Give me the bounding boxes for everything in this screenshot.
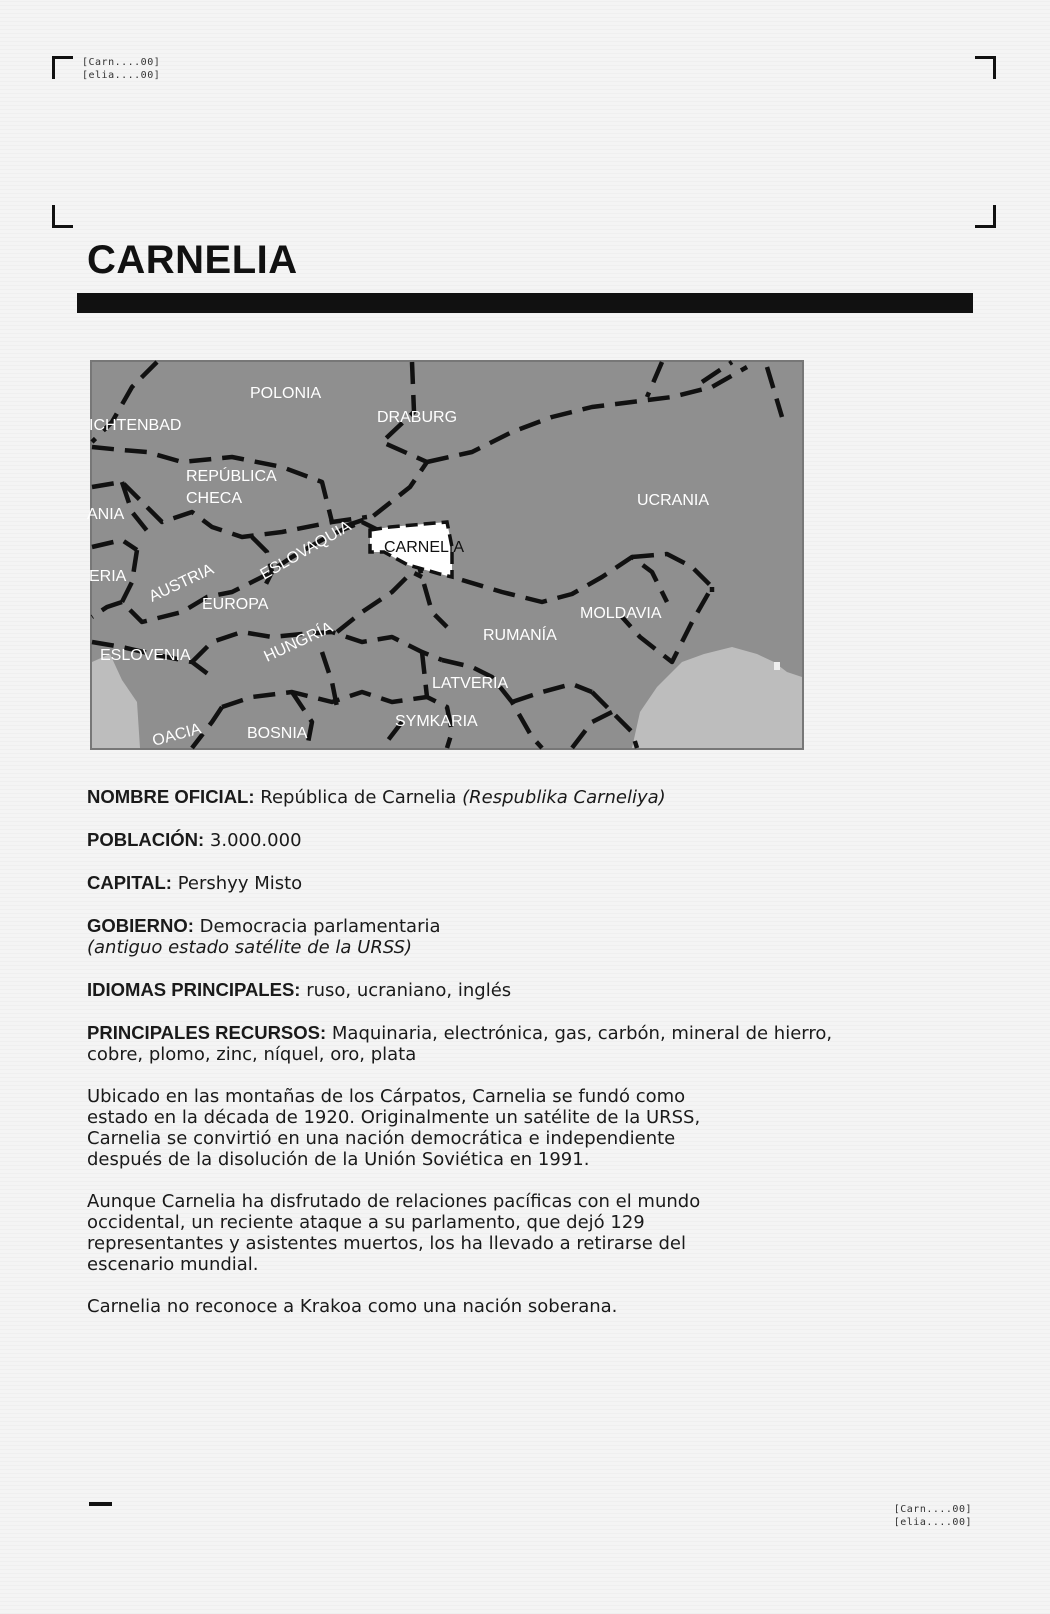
page-marker (89, 1502, 112, 1506)
map-label-ucrania: UCRANIA (637, 492, 710, 509)
info-poblacion (87, 829, 887, 851)
map-label-austria: AUSTRIA (146, 560, 217, 606)
info-recursos-label: PRINCIPALES RECURSOS: (87, 1022, 327, 1043)
info-gobierno-label: GOBIERNO: (87, 915, 194, 936)
map-label-moldavia: MOLDAVIA (580, 605, 662, 622)
header-code-line-2: [elia....00] (82, 70, 161, 81)
title-divider (77, 293, 973, 313)
map-label-lichtenbad: ICHTENBAD (89, 417, 182, 434)
info-recursos-value: Maquinaria, electrónica, gas, carbón, mineral de hierro, cobre, plomo, zinc, níquel, oro, plata (87, 1023, 833, 1065)
map-label-bosnia: BOSNIA (247, 725, 308, 742)
footer-code-line-2: [elia....00] (893, 1517, 972, 1528)
map-label-latveria: LATVERIA (432, 675, 509, 692)
info-nombre-label: NOMBRE OFICIAL: (87, 786, 255, 807)
info-nombre (87, 786, 887, 808)
header-code (82, 56, 160, 82)
corner-mark-bottom-right (975, 205, 996, 228)
map-label-checa: CHECA (186, 490, 243, 507)
sea-dot (774, 662, 780, 670)
map-label-europa: EUROPA (202, 596, 269, 613)
map-svg (87, 362, 802, 750)
body-paragraph: Aunque Carnelia ha disfrutado de relaciones pacíficas con el mundo occidental, un reciente ataque a su parlamento, que dejó 129 representantes y asistentes muertos, los ha llevado a retirarse del escenario mundial. (87, 1191, 701, 1275)
info-gobierno-note: (antiguo estado satélite de la URSS) (87, 937, 413, 958)
map-label-austria-west: ERIA (89, 568, 127, 585)
info-poblacion-value: 3.000.000 (209, 830, 302, 851)
info-idiomas-value: ruso, ucraniano, inglés (306, 980, 512, 1001)
corner-mark-bottom-left (52, 205, 73, 228)
body-paragraph: Ubicado en las montañas de los Cárpatos, Carnelia se fundó como estado en la década de 1920. Originalmente un satélite de la URSS, Carnelia se convirtió en una nación democrática e independiente después de la disolución de la Unión Soviética en 1991. (87, 1086, 701, 1170)
region-map (87, 360, 804, 750)
header-code-line-1: [Carn....00] (82, 57, 161, 68)
info-gobierno (87, 915, 887, 958)
map-label-alemania: ANIA (87, 506, 125, 523)
footer-code-line-1: [Carn....00] (893, 1504, 972, 1515)
sea-area-southwest (92, 654, 140, 748)
corner-mark-top-left (52, 56, 73, 79)
footer-code (894, 1503, 972, 1529)
info-idiomas (87, 979, 887, 1001)
map-label-eslovaquia: ESLOVAQUIA (257, 517, 355, 584)
map-label-polonia: POLONIA (250, 385, 322, 402)
map-label-croacia: OACIA (150, 720, 204, 750)
map-label-rumania: RUMANÍA (483, 627, 557, 644)
info-idiomas-label: IDIOMAS PRINCIPALES: (87, 979, 301, 1000)
info-nombre-alt: (Respublika Carneliya) (462, 787, 666, 808)
info-nombre-value: República de Carnelia (260, 787, 457, 808)
map-label-carnelia: CARNELIA (384, 539, 465, 556)
map-label-draburg: DRABURG (377, 409, 458, 426)
map-label-symkaria: SYMKARIA (395, 713, 478, 730)
info-recursos (87, 1022, 887, 1065)
map-label-hungria: HUNGRÍA (261, 619, 336, 666)
info-capital-label: CAPITAL: (87, 872, 172, 893)
info-capital (87, 872, 887, 894)
map-label-eslovenia: ESLOVENIA (100, 647, 191, 664)
map-label-republica: REPÚBLICA (186, 468, 277, 485)
info-capital-value: Pershyy Misto (177, 873, 303, 894)
corner-mark-top-right (975, 56, 996, 79)
country-info (87, 786, 887, 1338)
page-title: CARNELIA (87, 238, 298, 282)
body-paragraph: Carnelia no reconoce a Krakoa como una nación soberana. (87, 1296, 618, 1317)
info-gobierno-value: Democracia parlamentaria (199, 916, 441, 937)
info-poblacion-label: POBLACIÓN: (87, 829, 205, 850)
